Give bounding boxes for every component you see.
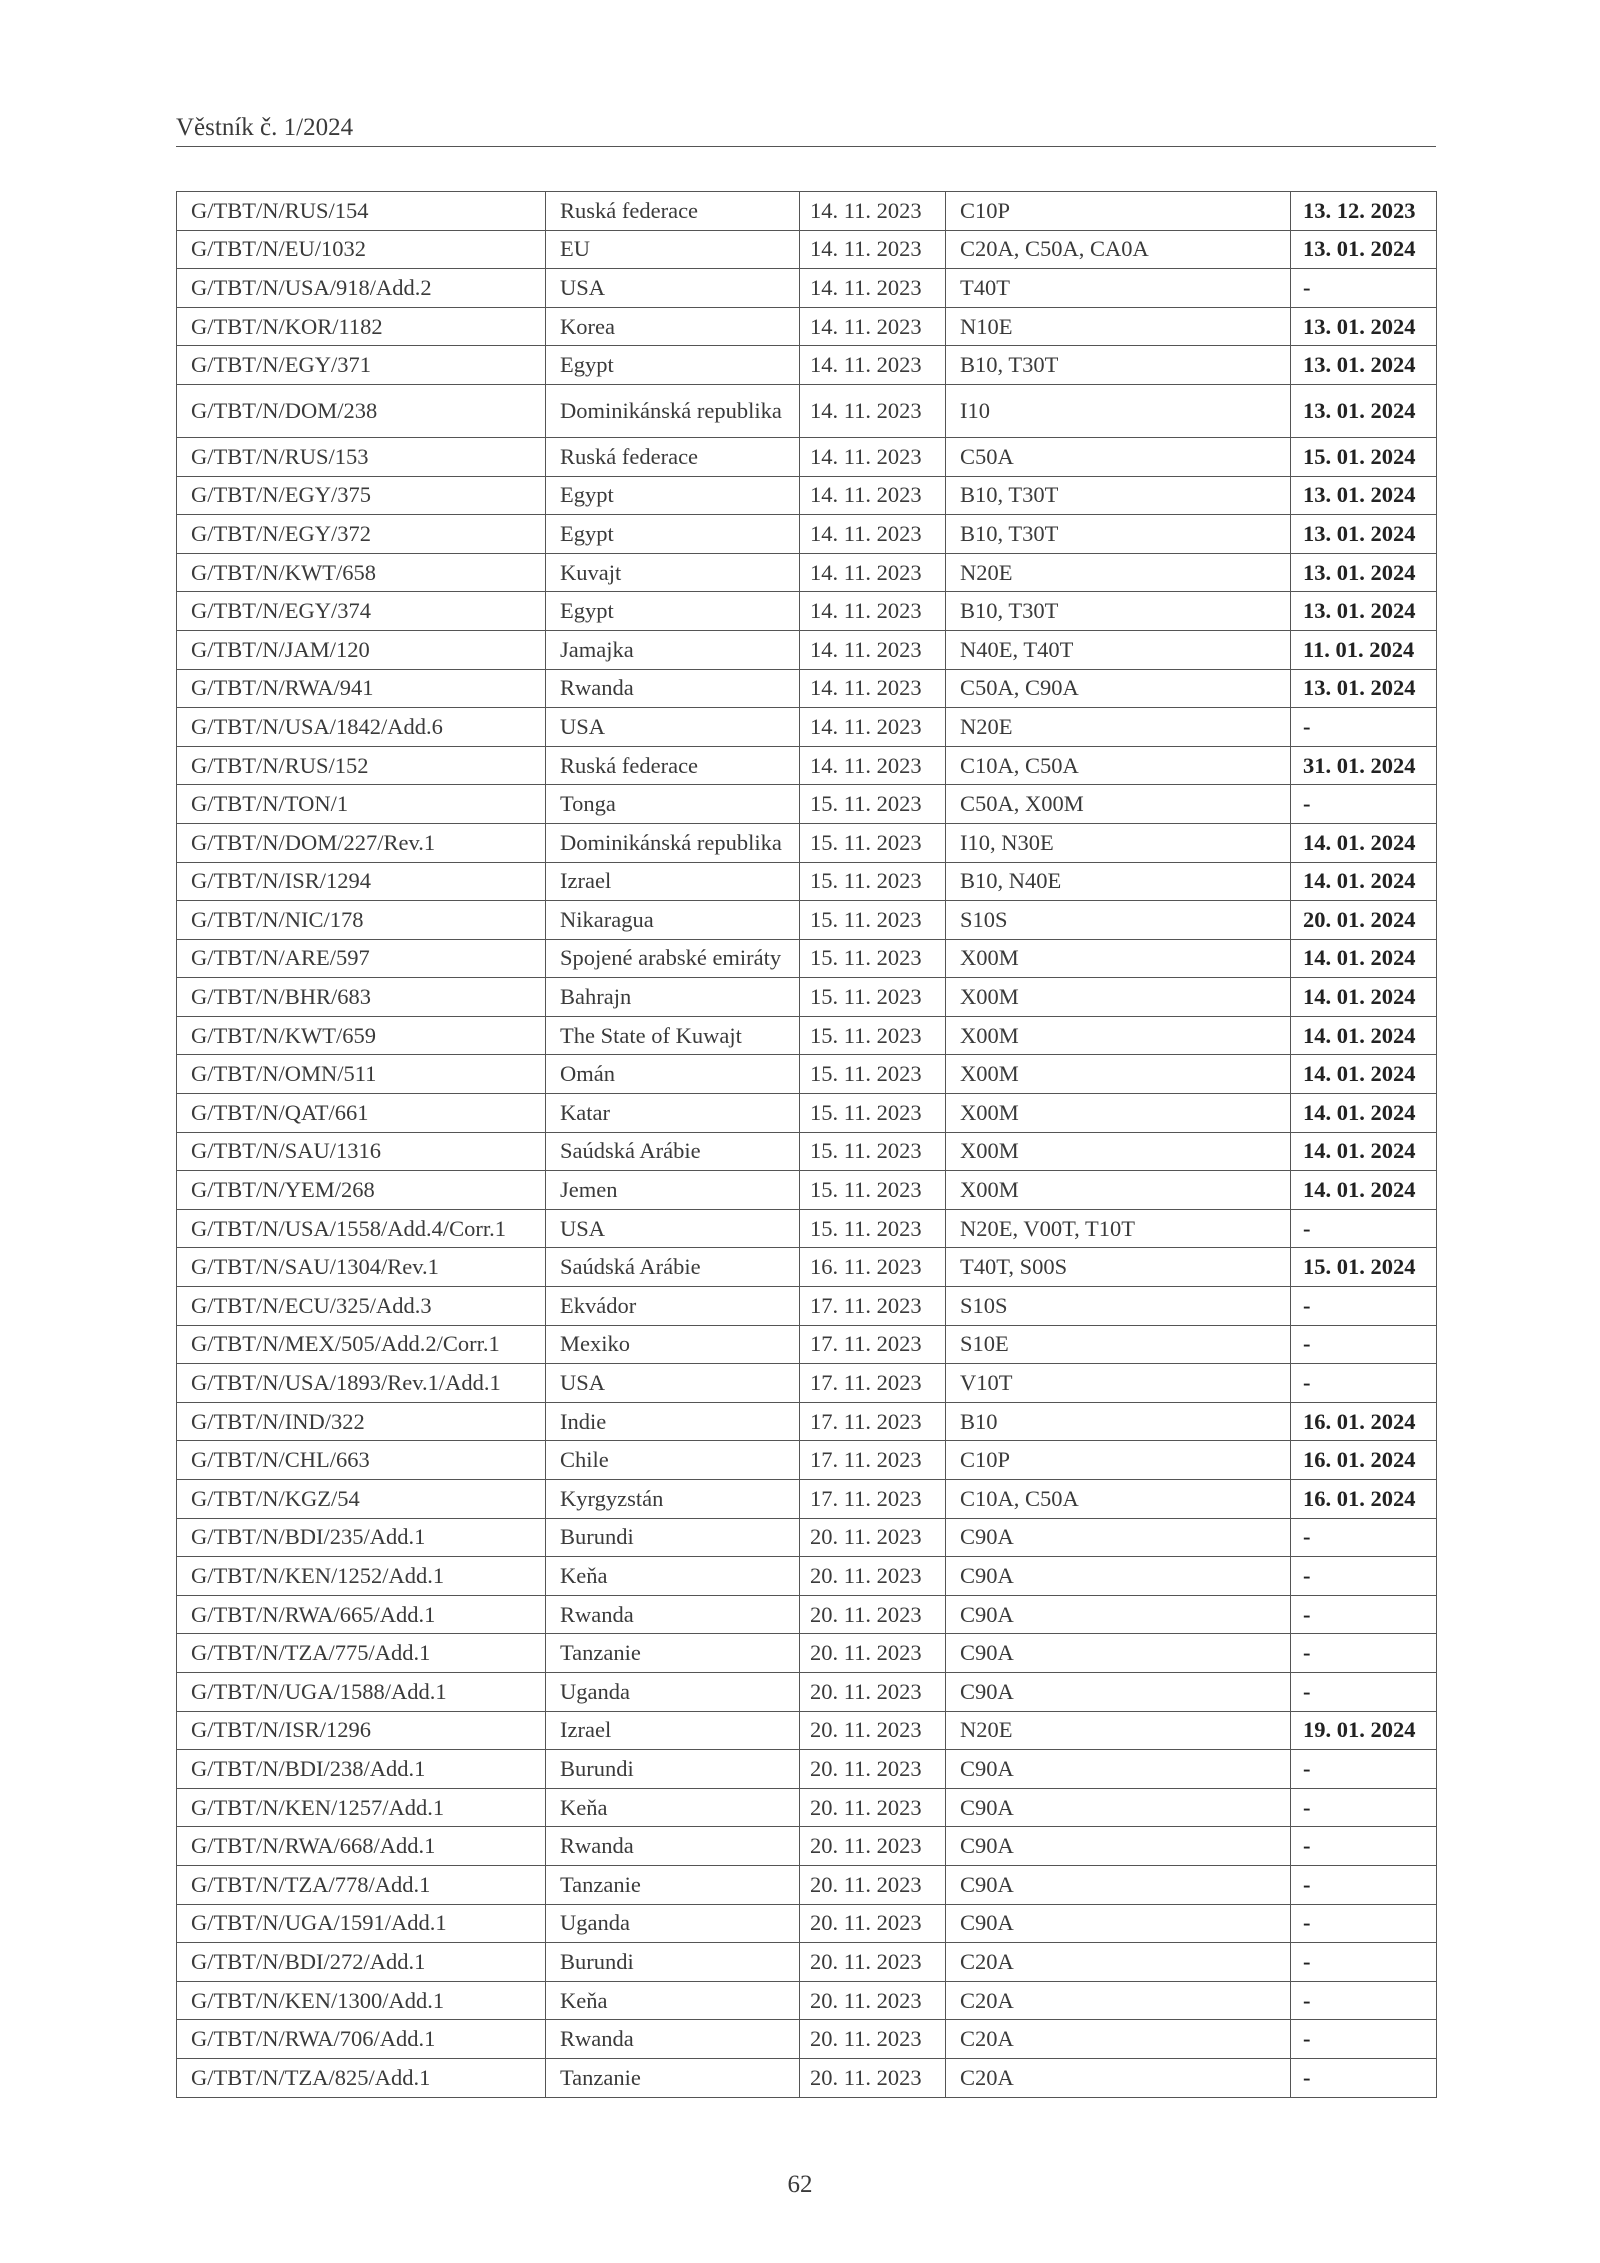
- comment-deadline-cell: -: [1291, 1518, 1437, 1557]
- table-row: [177, 1827, 1437, 1866]
- table-row: [177, 1981, 1437, 2020]
- ics-codes-cell: C10A, C50A: [946, 1480, 1291, 1519]
- ics-codes-cell: C90A: [946, 1788, 1291, 1827]
- notification-date-cell: 17. 11. 2023: [800, 1287, 946, 1326]
- ics-codes-cell: C50A, C90A: [946, 669, 1291, 708]
- notification-date-cell: 16. 11. 2023: [800, 1248, 946, 1287]
- table-row: [177, 1480, 1437, 1519]
- table-row: [177, 1518, 1437, 1557]
- notification-symbol-cell: G/TBT/N/USA/918/Add.2: [177, 269, 546, 308]
- notification-date-cell: 14. 11. 2023: [800, 346, 946, 385]
- ics-codes-cell: S10S: [946, 1287, 1291, 1326]
- table-row: [177, 1672, 1437, 1711]
- table-row: [177, 192, 1437, 231]
- notification-symbol-cell: G/TBT/N/USA/1842/Add.6: [177, 708, 546, 747]
- ics-codes-cell: N20E: [946, 708, 1291, 747]
- comment-deadline-cell: 31. 01. 2024: [1291, 746, 1437, 785]
- ics-codes-cell: X00M: [946, 1016, 1291, 1055]
- comment-deadline-cell: 15. 01. 2024: [1291, 437, 1437, 476]
- ics-codes-cell: B10, T30T: [946, 476, 1291, 515]
- notification-symbol-cell: G/TBT/N/EGY/375: [177, 476, 546, 515]
- ics-codes-cell: X00M: [946, 1055, 1291, 1094]
- notification-date-cell: 14. 11. 2023: [800, 746, 946, 785]
- comment-deadline-cell: 13. 01. 2024: [1291, 307, 1437, 346]
- notification-date-cell: 14. 11. 2023: [800, 269, 946, 308]
- ics-codes-cell: C10A, C50A: [946, 746, 1291, 785]
- ics-codes-cell: C50A, X00M: [946, 785, 1291, 824]
- notification-symbol-cell: G/TBT/N/EU/1032: [177, 230, 546, 269]
- ics-codes-cell: C90A: [946, 1557, 1291, 1596]
- ics-codes-cell: T40T, S00S: [946, 1248, 1291, 1287]
- notification-date-cell: 20. 11. 2023: [800, 2020, 946, 2059]
- notification-date-cell: 15. 11. 2023: [800, 1132, 946, 1171]
- page-number: 62: [787, 2171, 813, 2198]
- notification-date-cell: 20. 11. 2023: [800, 1711, 946, 1750]
- table-row: [177, 269, 1437, 308]
- ics-codes-cell: N20E, V00T, T10T: [946, 1209, 1291, 1248]
- ics-codes-cell: N20E: [946, 553, 1291, 592]
- country-cell: EU: [546, 230, 800, 269]
- comment-deadline-cell: 13. 01. 2024: [1291, 515, 1437, 554]
- notification-date-cell: 14. 11. 2023: [800, 708, 946, 747]
- ics-codes-cell: I10: [946, 384, 1291, 437]
- notification-date-cell: 15. 11. 2023: [800, 785, 946, 824]
- notification-symbol-cell: G/TBT/N/EGY/372: [177, 515, 546, 554]
- table-row: [177, 978, 1437, 1017]
- comment-deadline-cell: -: [1291, 2020, 1437, 2059]
- ics-codes-cell: B10: [946, 1402, 1291, 1441]
- comment-deadline-cell: -: [1291, 1595, 1437, 1634]
- ics-codes-cell: C10P: [946, 192, 1291, 231]
- notification-date-cell: 14. 11. 2023: [800, 307, 946, 346]
- table-row: [177, 1055, 1437, 1094]
- notification-symbol-cell: G/TBT/N/USA/1893/Rev.1/Add.1: [177, 1364, 546, 1403]
- notification-date-cell: 14. 11. 2023: [800, 437, 946, 476]
- ics-codes-cell: C20A: [946, 2020, 1291, 2059]
- notification-date-cell: 20. 11. 2023: [800, 1788, 946, 1827]
- notification-symbol-cell: G/TBT/N/UGA/1591/Add.1: [177, 1904, 546, 1943]
- notification-symbol-cell: G/TBT/N/TZA/775/Add.1: [177, 1634, 546, 1673]
- notification-date-cell: 14. 11. 2023: [800, 515, 946, 554]
- notification-date-cell: 20. 11. 2023: [800, 1634, 946, 1673]
- notification-date-cell: 14. 11. 2023: [800, 384, 946, 437]
- ics-codes-cell: C90A: [946, 1672, 1291, 1711]
- table-row: [177, 708, 1437, 747]
- notification-date-cell: 14. 11. 2023: [800, 230, 946, 269]
- journal-title: Věstník č. 1/2024: [176, 114, 354, 141]
- country-cell: Saúdská Arábie: [546, 1248, 800, 1287]
- table-row: [177, 307, 1437, 346]
- country-cell: Indie: [546, 1402, 800, 1441]
- notification-symbol-cell: G/TBT/N/KOR/1182: [177, 307, 546, 346]
- notification-symbol-cell: G/TBT/N/EGY/374: [177, 592, 546, 631]
- ics-codes-cell: C90A: [946, 1634, 1291, 1673]
- notification-symbol-cell: G/TBT/N/UGA/1588/Add.1: [177, 1672, 546, 1711]
- notification-symbol-cell: G/TBT/N/RWA/665/Add.1: [177, 1595, 546, 1634]
- notification-date-cell: 20. 11. 2023: [800, 1595, 946, 1634]
- notification-date-cell: 20. 11. 2023: [800, 2058, 946, 2097]
- table-row: [177, 1402, 1437, 1441]
- comment-deadline-cell: -: [1291, 1904, 1437, 1943]
- ics-codes-cell: B10, T30T: [946, 592, 1291, 631]
- notification-date-cell: 20. 11. 2023: [800, 1981, 946, 2020]
- comment-deadline-cell: 13. 12. 2023: [1291, 192, 1437, 231]
- table-row: [177, 1441, 1437, 1480]
- ics-codes-cell: C90A: [946, 1750, 1291, 1789]
- comment-deadline-cell: -: [1291, 1209, 1437, 1248]
- country-cell: Burundi: [546, 1518, 800, 1557]
- notification-symbol-cell: G/TBT/N/JAM/120: [177, 630, 546, 669]
- ics-codes-cell: X00M: [946, 1132, 1291, 1171]
- notification-symbol-cell: G/TBT/N/OMN/511: [177, 1055, 546, 1094]
- country-cell: Ekvádor: [546, 1287, 800, 1326]
- ics-codes-cell: X00M: [946, 1094, 1291, 1133]
- notification-symbol-cell: G/TBT/N/TZA/825/Add.1: [177, 2058, 546, 2097]
- table-row: [177, 346, 1437, 385]
- country-cell: Spojené arabské emiráty: [546, 939, 800, 978]
- notification-date-cell: 20. 11. 2023: [800, 1672, 946, 1711]
- notification-symbol-cell: G/TBT/N/SAU/1304/Rev.1: [177, 1248, 546, 1287]
- notification-date-cell: 20. 11. 2023: [800, 1904, 946, 1943]
- notification-date-cell: 14. 11. 2023: [800, 592, 946, 631]
- ics-codes-cell: B10, T30T: [946, 515, 1291, 554]
- ics-codes-cell: V10T: [946, 1364, 1291, 1403]
- country-cell: Keňa: [546, 1788, 800, 1827]
- comment-deadline-cell: -: [1291, 1672, 1437, 1711]
- country-cell: Uganda: [546, 1904, 800, 1943]
- ics-codes-cell: C90A: [946, 1865, 1291, 1904]
- ics-codes-cell: C10P: [946, 1441, 1291, 1480]
- country-cell: USA: [546, 1364, 800, 1403]
- country-cell: Egypt: [546, 476, 800, 515]
- notification-date-cell: 14. 11. 2023: [800, 630, 946, 669]
- country-cell: Izrael: [546, 1711, 800, 1750]
- notification-date-cell: 14. 11. 2023: [800, 669, 946, 708]
- table-row: [177, 553, 1437, 592]
- table-row: [177, 1943, 1437, 1982]
- notification-symbol-cell: G/TBT/N/SAU/1316: [177, 1132, 546, 1171]
- notification-symbol-cell: G/TBT/N/KWT/659: [177, 1016, 546, 1055]
- ics-codes-cell: C90A: [946, 1595, 1291, 1634]
- comment-deadline-cell: 14. 01. 2024: [1291, 1132, 1437, 1171]
- ics-codes-cell: B10, N40E: [946, 862, 1291, 901]
- ics-codes-cell: N10E: [946, 307, 1291, 346]
- comment-deadline-cell: 13. 01. 2024: [1291, 592, 1437, 631]
- country-cell: Jemen: [546, 1171, 800, 1210]
- notification-date-cell: 20. 11. 2023: [800, 1943, 946, 1982]
- country-cell: Keňa: [546, 1981, 800, 2020]
- notification-date-cell: 15. 11. 2023: [800, 823, 946, 862]
- notification-date-cell: 17. 11. 2023: [800, 1480, 946, 1519]
- notification-symbol-cell: G/TBT/N/TON/1: [177, 785, 546, 824]
- country-cell: Jamajka: [546, 630, 800, 669]
- comment-deadline-cell: -: [1291, 1981, 1437, 2020]
- notifications-table: [176, 191, 1437, 2098]
- table-row: [177, 823, 1437, 862]
- table-row: [177, 1711, 1437, 1750]
- comment-deadline-cell: 13. 01. 2024: [1291, 346, 1437, 385]
- comment-deadline-cell: -: [1291, 1287, 1437, 1326]
- ics-codes-cell: N40E, T40T: [946, 630, 1291, 669]
- country-cell: Bahrajn: [546, 978, 800, 1017]
- table-row: [177, 669, 1437, 708]
- comment-deadline-cell: -: [1291, 1364, 1437, 1403]
- country-cell: Dominikánská republika: [546, 823, 800, 862]
- country-cell: Tanzanie: [546, 2058, 800, 2097]
- country-cell: Katar: [546, 1094, 800, 1133]
- comment-deadline-cell: 19. 01. 2024: [1291, 1711, 1437, 1750]
- notification-symbol-cell: G/TBT/N/RWA/941: [177, 669, 546, 708]
- notification-symbol-cell: G/TBT/N/RWA/668/Add.1: [177, 1827, 546, 1866]
- comment-deadline-cell: 14. 01. 2024: [1291, 978, 1437, 1017]
- country-cell: Egypt: [546, 515, 800, 554]
- country-cell: Egypt: [546, 592, 800, 631]
- country-cell: Burundi: [546, 1750, 800, 1789]
- table-row: [177, 785, 1437, 824]
- comment-deadline-cell: -: [1291, 269, 1437, 308]
- country-cell: USA: [546, 269, 800, 308]
- country-cell: Nikaragua: [546, 901, 800, 940]
- table-row: [177, 746, 1437, 785]
- ics-codes-cell: X00M: [946, 939, 1291, 978]
- ics-codes-cell: I10, N30E: [946, 823, 1291, 862]
- notification-symbol-cell: G/TBT/N/ISR/1294: [177, 862, 546, 901]
- notification-date-cell: 15. 11. 2023: [800, 978, 946, 1017]
- country-cell: Dominikánská republika: [546, 384, 800, 437]
- comment-deadline-cell: 13. 01. 2024: [1291, 476, 1437, 515]
- comment-deadline-cell: 14. 01. 2024: [1291, 1055, 1437, 1094]
- comment-deadline-cell: 16. 01. 2024: [1291, 1402, 1437, 1441]
- table-row: [177, 901, 1437, 940]
- notification-symbol-cell: G/TBT/N/BDI/235/Add.1: [177, 1518, 546, 1557]
- country-cell: Uganda: [546, 1672, 800, 1711]
- notification-date-cell: 20. 11. 2023: [800, 1827, 946, 1866]
- comment-deadline-cell: 14. 01. 2024: [1291, 1016, 1437, 1055]
- page-header: [176, 112, 1436, 147]
- table-row: [177, 1094, 1437, 1133]
- notification-date-cell: 20. 11. 2023: [800, 1557, 946, 1596]
- comment-deadline-cell: 13. 01. 2024: [1291, 230, 1437, 269]
- country-cell: Tanzanie: [546, 1865, 800, 1904]
- comment-deadline-cell: -: [1291, 785, 1437, 824]
- notification-date-cell: 20. 11. 2023: [800, 1865, 946, 1904]
- notifications-table-body: [177, 192, 1437, 2098]
- country-cell: Tanzanie: [546, 1634, 800, 1673]
- country-cell: Tonga: [546, 785, 800, 824]
- notification-symbol-cell: G/TBT/N/RUS/153: [177, 437, 546, 476]
- notification-date-cell: 20. 11. 2023: [800, 1750, 946, 1789]
- table-row: [177, 939, 1437, 978]
- country-cell: Ruská federace: [546, 746, 800, 785]
- table-row: [177, 1904, 1437, 1943]
- table-row: [177, 1364, 1437, 1403]
- notification-symbol-cell: G/TBT/N/KEN/1252/Add.1: [177, 1557, 546, 1596]
- country-cell: Ruská federace: [546, 192, 800, 231]
- notification-date-cell: 15. 11. 2023: [800, 1094, 946, 1133]
- table-row: [177, 515, 1437, 554]
- notification-date-cell: 20. 11. 2023: [800, 1518, 946, 1557]
- country-cell: Ruská federace: [546, 437, 800, 476]
- notification-date-cell: 17. 11. 2023: [800, 1364, 946, 1403]
- table-row: [177, 1750, 1437, 1789]
- notification-symbol-cell: G/TBT/N/RUS/152: [177, 746, 546, 785]
- table-row: [177, 437, 1437, 476]
- table-row: [177, 1171, 1437, 1210]
- notification-symbol-cell: G/TBT/N/KEN/1300/Add.1: [177, 1981, 546, 2020]
- notification-symbol-cell: G/TBT/N/KGZ/54: [177, 1480, 546, 1519]
- comment-deadline-cell: 16. 01. 2024: [1291, 1441, 1437, 1480]
- table-row: [177, 1634, 1437, 1673]
- notification-symbol-cell: G/TBT/N/DOM/227/Rev.1: [177, 823, 546, 862]
- notification-date-cell: 17. 11. 2023: [800, 1325, 946, 1364]
- comment-deadline-cell: -: [1291, 1865, 1437, 1904]
- country-cell: Burundi: [546, 1943, 800, 1982]
- notification-symbol-cell: G/TBT/N/ARE/597: [177, 939, 546, 978]
- notification-symbol-cell: G/TBT/N/NIC/178: [177, 901, 546, 940]
- ics-codes-cell: B10, T30T: [946, 346, 1291, 385]
- notification-date-cell: 15. 11. 2023: [800, 1209, 946, 1248]
- comment-deadline-cell: 11. 01. 2024: [1291, 630, 1437, 669]
- notification-date-cell: 14. 11. 2023: [800, 192, 946, 231]
- notification-date-cell: 14. 11. 2023: [800, 553, 946, 592]
- ics-codes-cell: T40T: [946, 269, 1291, 308]
- comment-deadline-cell: -: [1291, 1788, 1437, 1827]
- table-row: [177, 862, 1437, 901]
- notification-symbol-cell: G/TBT/N/ECU/325/Add.3: [177, 1287, 546, 1326]
- notification-date-cell: 15. 11. 2023: [800, 901, 946, 940]
- ics-codes-cell: X00M: [946, 978, 1291, 1017]
- notification-date-cell: 17. 11. 2023: [800, 1441, 946, 1480]
- notification-symbol-cell: G/TBT/N/ISR/1296: [177, 1711, 546, 1750]
- ics-codes-cell: C20A: [946, 1981, 1291, 2020]
- ics-codes-cell: S10S: [946, 901, 1291, 940]
- country-cell: The State of Kuwajt: [546, 1016, 800, 1055]
- notification-date-cell: 14. 11. 2023: [800, 476, 946, 515]
- ics-codes-cell: X00M: [946, 1171, 1291, 1210]
- country-cell: Izrael: [546, 862, 800, 901]
- comment-deadline-cell: 15. 01. 2024: [1291, 1248, 1437, 1287]
- comment-deadline-cell: 14. 01. 2024: [1291, 939, 1437, 978]
- notification-symbol-cell: G/TBT/N/CHL/663: [177, 1441, 546, 1480]
- table-row: [177, 1016, 1437, 1055]
- table-row: [177, 1557, 1437, 1596]
- notification-symbol-cell: G/TBT/N/YEM/268: [177, 1171, 546, 1210]
- table-row: [177, 476, 1437, 515]
- notification-symbol-cell: G/TBT/N/TZA/778/Add.1: [177, 1865, 546, 1904]
- notification-date-cell: 15. 11. 2023: [800, 939, 946, 978]
- table-row: [177, 1595, 1437, 1634]
- ics-codes-cell: C20A, C50A, CA0A: [946, 230, 1291, 269]
- table-row: [177, 1865, 1437, 1904]
- country-cell: Saúdská Arábie: [546, 1132, 800, 1171]
- notification-symbol-cell: G/TBT/N/BDI/272/Add.1: [177, 1943, 546, 1982]
- country-cell: Rwanda: [546, 1595, 800, 1634]
- country-cell: Chile: [546, 1441, 800, 1480]
- comment-deadline-cell: 20. 01. 2024: [1291, 901, 1437, 940]
- country-cell: Korea: [546, 307, 800, 346]
- country-cell: Rwanda: [546, 2020, 800, 2059]
- notification-date-cell: 15. 11. 2023: [800, 1055, 946, 1094]
- country-cell: Keňa: [546, 1557, 800, 1596]
- notification-symbol-cell: G/TBT/N/BDI/238/Add.1: [177, 1750, 546, 1789]
- country-cell: Rwanda: [546, 1827, 800, 1866]
- notification-symbol-cell: G/TBT/N/RUS/154: [177, 192, 546, 231]
- comment-deadline-cell: -: [1291, 1750, 1437, 1789]
- table-row: [177, 384, 1437, 437]
- table-row: [177, 1209, 1437, 1248]
- ics-codes-cell: C90A: [946, 1904, 1291, 1943]
- notification-symbol-cell: G/TBT/N/QAT/661: [177, 1094, 546, 1133]
- country-cell: Omán: [546, 1055, 800, 1094]
- table-row: [177, 2058, 1437, 2097]
- comment-deadline-cell: 13. 01. 2024: [1291, 384, 1437, 437]
- notification-symbol-cell: G/TBT/N/KWT/658: [177, 553, 546, 592]
- notification-date-cell: 17. 11. 2023: [800, 1402, 946, 1441]
- comment-deadline-cell: -: [1291, 1634, 1437, 1673]
- notification-symbol-cell: G/TBT/N/EGY/371: [177, 346, 546, 385]
- comment-deadline-cell: -: [1291, 1827, 1437, 1866]
- notification-symbol-cell: G/TBT/N/USA/1558/Add.4/Corr.1: [177, 1209, 546, 1248]
- country-cell: Rwanda: [546, 669, 800, 708]
- table-row: [177, 592, 1437, 631]
- table-row: [177, 1788, 1437, 1827]
- comment-deadline-cell: 14. 01. 2024: [1291, 862, 1437, 901]
- comment-deadline-cell: 14. 01. 2024: [1291, 1171, 1437, 1210]
- table-row: [177, 1287, 1437, 1326]
- table-row: [177, 1325, 1437, 1364]
- table-row: [177, 1132, 1437, 1171]
- country-cell: Kuvajt: [546, 553, 800, 592]
- table-row: [177, 630, 1437, 669]
- ics-codes-cell: N20E: [946, 1711, 1291, 1750]
- notification-symbol-cell: G/TBT/N/MEX/505/Add.2/Corr.1: [177, 1325, 546, 1364]
- country-cell: Egypt: [546, 346, 800, 385]
- table-row: [177, 1248, 1437, 1287]
- notification-symbol-cell: G/TBT/N/DOM/238: [177, 384, 546, 437]
- table-row: [177, 230, 1437, 269]
- comment-deadline-cell: 13. 01. 2024: [1291, 669, 1437, 708]
- comment-deadline-cell: -: [1291, 1557, 1437, 1596]
- ics-codes-cell: C50A: [946, 437, 1291, 476]
- comment-deadline-cell: 13. 01. 2024: [1291, 553, 1437, 592]
- comment-deadline-cell: -: [1291, 1943, 1437, 1982]
- country-cell: USA: [546, 708, 800, 747]
- comment-deadline-cell: -: [1291, 2058, 1437, 2097]
- notification-date-cell: 15. 11. 2023: [800, 862, 946, 901]
- comment-deadline-cell: -: [1291, 1325, 1437, 1364]
- table-row: [177, 2020, 1437, 2059]
- ics-codes-cell: C20A: [946, 1943, 1291, 1982]
- notification-date-cell: 15. 11. 2023: [800, 1171, 946, 1210]
- comment-deadline-cell: 16. 01. 2024: [1291, 1480, 1437, 1519]
- comment-deadline-cell: 14. 01. 2024: [1291, 1094, 1437, 1133]
- comment-deadline-cell: 14. 01. 2024: [1291, 823, 1437, 862]
- ics-codes-cell: C20A: [946, 2058, 1291, 2097]
- country-cell: Kyrgyzstán: [546, 1480, 800, 1519]
- notification-symbol-cell: G/TBT/N/RWA/706/Add.1: [177, 2020, 546, 2059]
- country-cell: Mexiko: [546, 1325, 800, 1364]
- ics-codes-cell: C90A: [946, 1827, 1291, 1866]
- notification-symbol-cell: G/TBT/N/KEN/1257/Add.1: [177, 1788, 546, 1827]
- ics-codes-cell: C90A: [946, 1518, 1291, 1557]
- country-cell: USA: [546, 1209, 800, 1248]
- notification-symbol-cell: G/TBT/N/BHR/683: [177, 978, 546, 1017]
- ics-codes-cell: S10E: [946, 1325, 1291, 1364]
- comment-deadline-cell: -: [1291, 708, 1437, 747]
- notification-date-cell: 15. 11. 2023: [800, 1016, 946, 1055]
- notification-symbol-cell: G/TBT/N/IND/322: [177, 1402, 546, 1441]
